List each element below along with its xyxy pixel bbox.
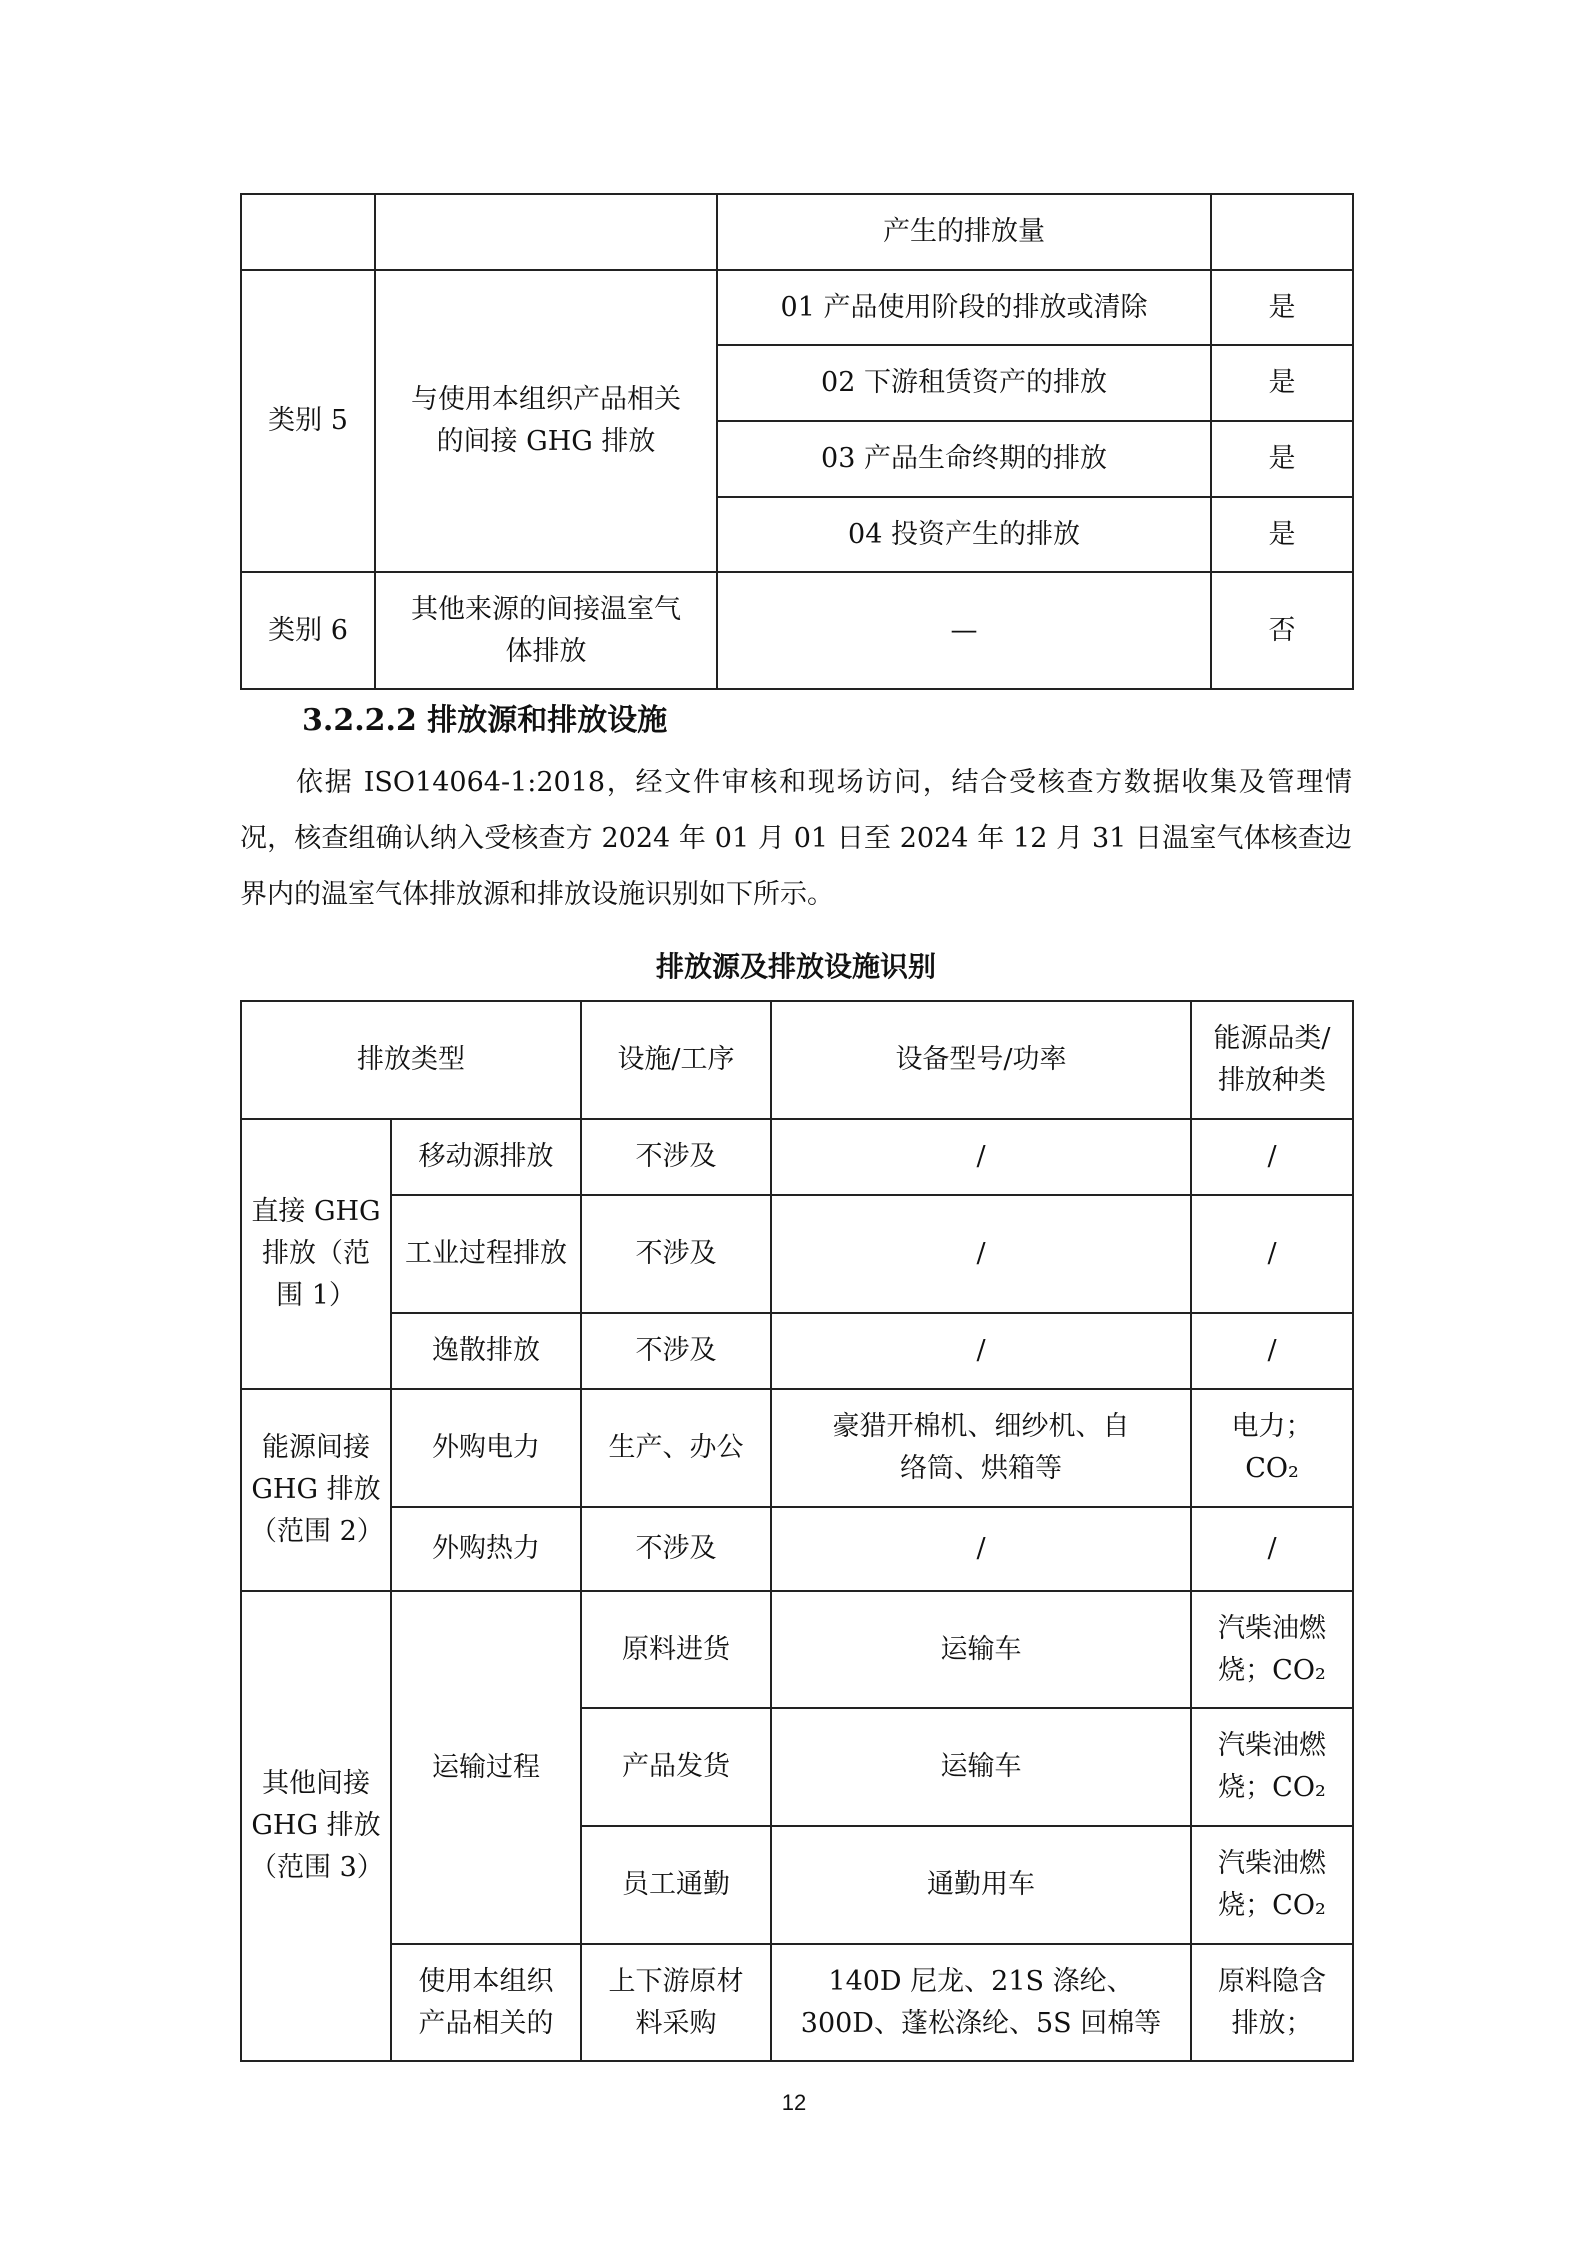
category-label: 类别 6 [241,572,375,689]
column-header: 设备型号/功率 [771,1001,1191,1119]
model-cell: 豪猎开棉机、细纱机、自络筒、烘箱等 [771,1389,1191,1507]
energy-cell: / [1191,1119,1353,1195]
energy-cell: / [1191,1195,1353,1313]
emission-subtype: 外购热力 [391,1507,581,1591]
category-desc: 与使用本组织产品相关的间接 GHG 排放 [375,270,717,572]
include-flag: 否 [1211,572,1353,689]
category-table [240,193,1354,690]
model-cell: 通勤用车 [771,1826,1191,1944]
energy-cell: 汽柴油燃烧；CO₂ [1191,1826,1353,1944]
table-cell [375,194,717,270]
category-desc: 其他来源的间接温室气体排放 [375,572,717,689]
energy-cell: / [1191,1507,1353,1591]
energy-cell: 汽柴油燃烧；CO₂ [1191,1591,1353,1708]
table-cell: 产生的排放量 [717,194,1211,270]
table-row [241,1944,1353,2061]
table-row [241,194,1353,270]
emission-subtype: 移动源排放 [391,1119,581,1195]
emission-subtype: 运输过程 [391,1591,581,1944]
energy-cell: 汽柴油燃烧；CO₂ [1191,1708,1353,1826]
include-flag: 是 [1211,345,1353,421]
table-row [241,572,1353,689]
model-cell: / [771,1313,1191,1389]
facility-cell: 原料进货 [581,1591,771,1708]
table-cell [241,194,375,270]
energy-cell: 原料隐含排放； [1191,1944,1353,2061]
facility-cell: 不涉及 [581,1313,771,1389]
emission-subtype: 工业过程排放 [391,1195,581,1313]
column-header: 能源品类/排放种类 [1191,1001,1353,1119]
model-cell: 运输车 [771,1591,1191,1708]
body-paragraph: 依据 ISO14064-1:2018，经文件审核和现场访问，结合受核查方数据收集及管理情况，核查组确认纳入受核查方 2024 年 01 月 01 日至 2024 年 12 月 31 日温室气体核查边界内的温室气体排放源和排放设施识别如下所示。 [240,767,1352,910]
table-row [241,1313,1353,1389]
table-caption: 排放源及排放设施识别 [655,950,936,983]
table-row [241,270,1353,345]
model-cell: 140D 尼龙、21S 涤纶、300D、蓬松涤纶、5S 回棉等 [771,1944,1191,2061]
subcategory-text: 03 产品生命终期的排放 [717,421,1211,497]
facility-cell: 上下游原材料采购 [581,1944,771,2061]
facility-cell: 产品发货 [581,1708,771,1826]
table-row [241,1591,1353,1708]
table-row [241,1195,1353,1313]
model-cell: / [771,1195,1191,1313]
scope-label: 能源间接 GHG 排放（范围 2） [241,1389,391,1591]
subcategory-text: — [717,572,1211,689]
subcategory-text: 01 产品使用阶段的排放或清除 [717,270,1211,345]
facility-cell: 生产、办公 [581,1389,771,1507]
emission-subtype: 外购电力 [391,1389,581,1507]
scope-label: 直接 GHG 排放（范围 1） [241,1119,391,1389]
energy-cell: / [1191,1313,1353,1389]
facility-cell: 不涉及 [581,1119,771,1195]
facility-cell: 不涉及 [581,1195,771,1313]
section-heading: 3.2.2.2 排放源和排放设施 [302,703,668,738]
subcategory-text: 02 下游租赁资产的排放 [717,345,1211,421]
subcategory-text: 04 投资产生的排放 [717,497,1211,572]
energy-cell: 电力；CO₂ [1191,1389,1353,1507]
table-header-row [241,1001,1353,1119]
model-cell: / [771,1507,1191,1591]
table-row [241,1389,1353,1507]
include-flag: 是 [1211,497,1353,572]
include-flag: 是 [1211,421,1353,497]
category-label: 类别 5 [241,270,375,572]
page-number: 12 [781,2090,807,2115]
table-row [241,1507,1353,1591]
include-flag: 是 [1211,270,1353,345]
scope-label: 其他间接 GHG 排放（范围 3） [241,1591,391,2061]
emission-source-table [240,1000,1354,2062]
emission-subtype: 使用本组织产品相关的 [391,1944,581,2061]
facility-cell: 不涉及 [581,1507,771,1591]
table-row [241,1119,1353,1195]
column-header: 设施/工序 [581,1001,771,1119]
model-cell: / [771,1119,1191,1195]
emission-subtype: 逸散排放 [391,1313,581,1389]
facility-cell: 员工通勤 [581,1826,771,1944]
column-header: 排放类型 [241,1001,581,1119]
table-cell [1211,194,1353,270]
model-cell: 运输车 [771,1708,1191,1826]
